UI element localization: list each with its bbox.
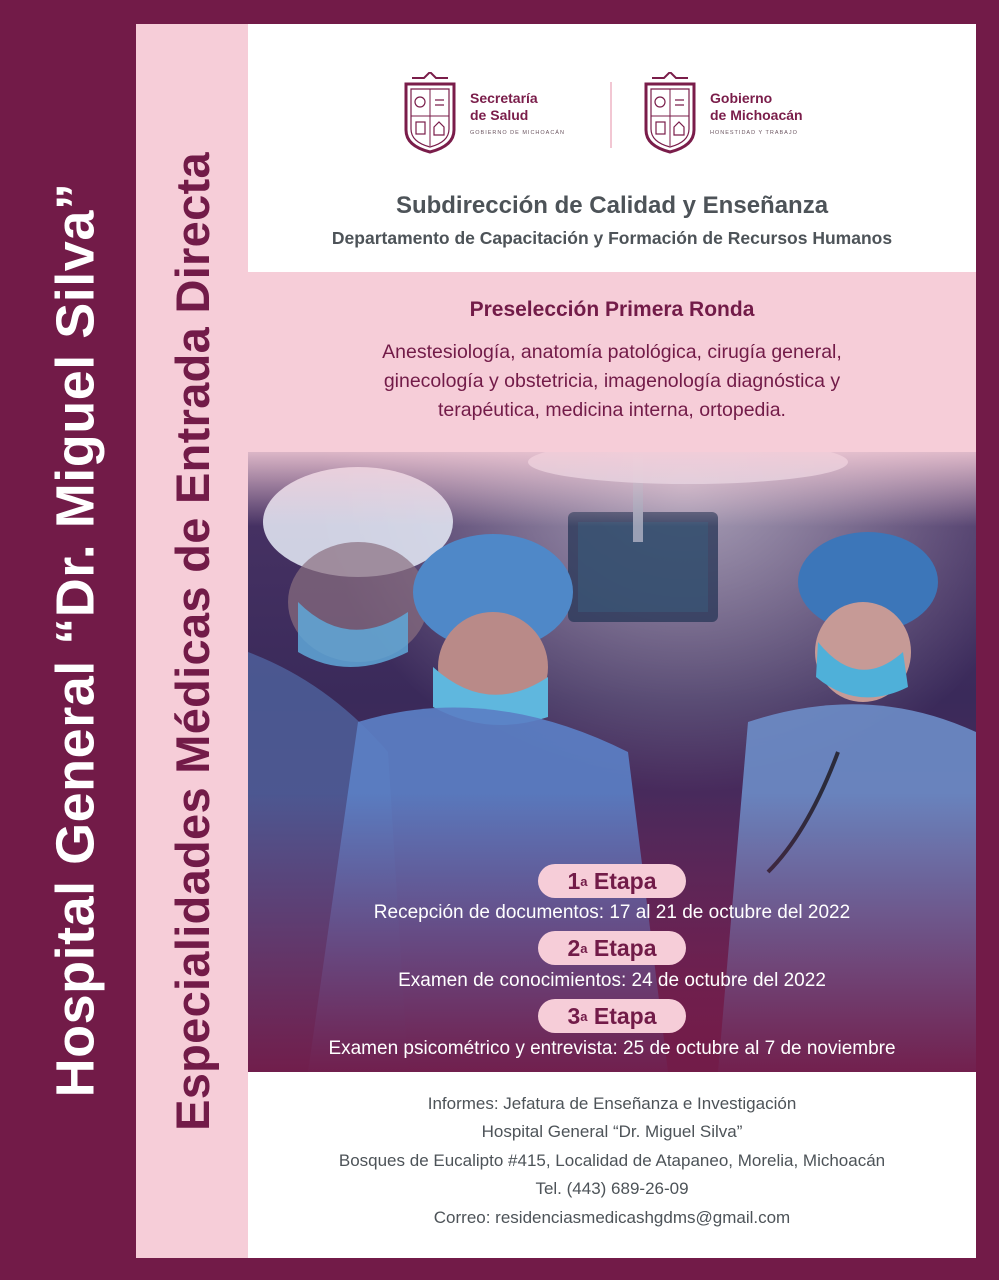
vertical-program-title: Especialidades Médicas de Entrada Directa (165, 151, 219, 1131)
footer-email: Correo: residenciasmedicashgdms@gmail.com (433, 1208, 791, 1227)
gobierno-michoacan-logo (644, 72, 803, 154)
stage-label: Etapa (593, 867, 657, 894)
logos-row (248, 72, 976, 162)
poster-main (248, 24, 976, 1258)
footer-contact (248, 1072, 976, 1258)
departamento-title: Departamento de Capacitación y Formación de Recursos Humanos (331, 228, 893, 248)
specialties-line: Anestesiología, anatomía patológica, cirugía general, (382, 341, 842, 363)
gobierno-title-line2: de Michoacán (710, 107, 803, 123)
preseleccion-section (248, 272, 976, 452)
gobierno-logo-text (710, 90, 803, 136)
coat-of-arms-icon (644, 72, 696, 154)
specialties-list (302, 338, 922, 425)
preseleccion-title: Preselección Primera Ronda (469, 298, 755, 321)
stage-1-description: Recepción de documentos: 17 al 21 de octubre del 2022 (373, 902, 851, 923)
footer-address: Bosques de Eucalipto #415, Localidad de Atapaneo, Morelia, Michoacán (338, 1151, 886, 1170)
stage-2-description: Examen de conocimientos: 24 de octubre del 2022 (398, 970, 826, 991)
stage-2-badge (538, 931, 686, 965)
stage-label: Etapa (593, 934, 657, 961)
vertical-program-title-band (136, 24, 248, 1258)
secretaria-title-line1: Secretaría (470, 90, 538, 106)
stage-number: 2 (567, 934, 581, 961)
stage-number: 3 (567, 1002, 581, 1029)
specialties-line: ginecología y obstetricia, imagenología diagnóstica y (383, 370, 841, 392)
stage-1-badge (538, 864, 686, 898)
stage-superscript: a (580, 940, 588, 956)
vertical-hospital-name-band (30, 30, 120, 1250)
vertical-hospital-name: Hospital General “Dr. Miguel Silva” (45, 182, 105, 1098)
footer-phone: Tel. (443) 689-26-09 (535, 1179, 689, 1198)
footer-hospital: Hospital General “Dr. Miguel Silva” (481, 1122, 743, 1141)
stage-superscript: a (580, 1008, 588, 1024)
stage-3-badge (538, 999, 686, 1033)
specialties-line: terapéutica, medicina interna, ortopedia. (438, 399, 786, 421)
subdireccion-title: Subdirección de Calidad y Enseñanza (395, 192, 829, 219)
surgeons-photo (248, 452, 976, 1072)
footer-informes: Informes: Jefatura de Enseñanza e Investigación (427, 1094, 797, 1113)
stage-number: 1 (567, 867, 581, 894)
header-section (248, 24, 976, 272)
gobierno-subtitle: HONESTIDAD Y TRABAJO (710, 130, 798, 136)
secretaria-subtitle: GOBIERNO DE MICHOACÁN (470, 130, 565, 136)
secretaria-salud-logo (404, 72, 565, 154)
stage-3-description: Examen psicométrico y entrevista: 25 de octubre al 7 de noviembre (328, 1038, 896, 1059)
gobierno-title-line1: Gobierno (710, 90, 773, 106)
secretaria-logo-text (470, 90, 565, 136)
stage-superscript: a (580, 873, 588, 889)
secretaria-title-line2: de Salud (470, 107, 529, 123)
logo-divider (610, 82, 612, 148)
stage-label: Etapa (593, 1002, 657, 1029)
coat-of-arms-icon (404, 72, 456, 154)
